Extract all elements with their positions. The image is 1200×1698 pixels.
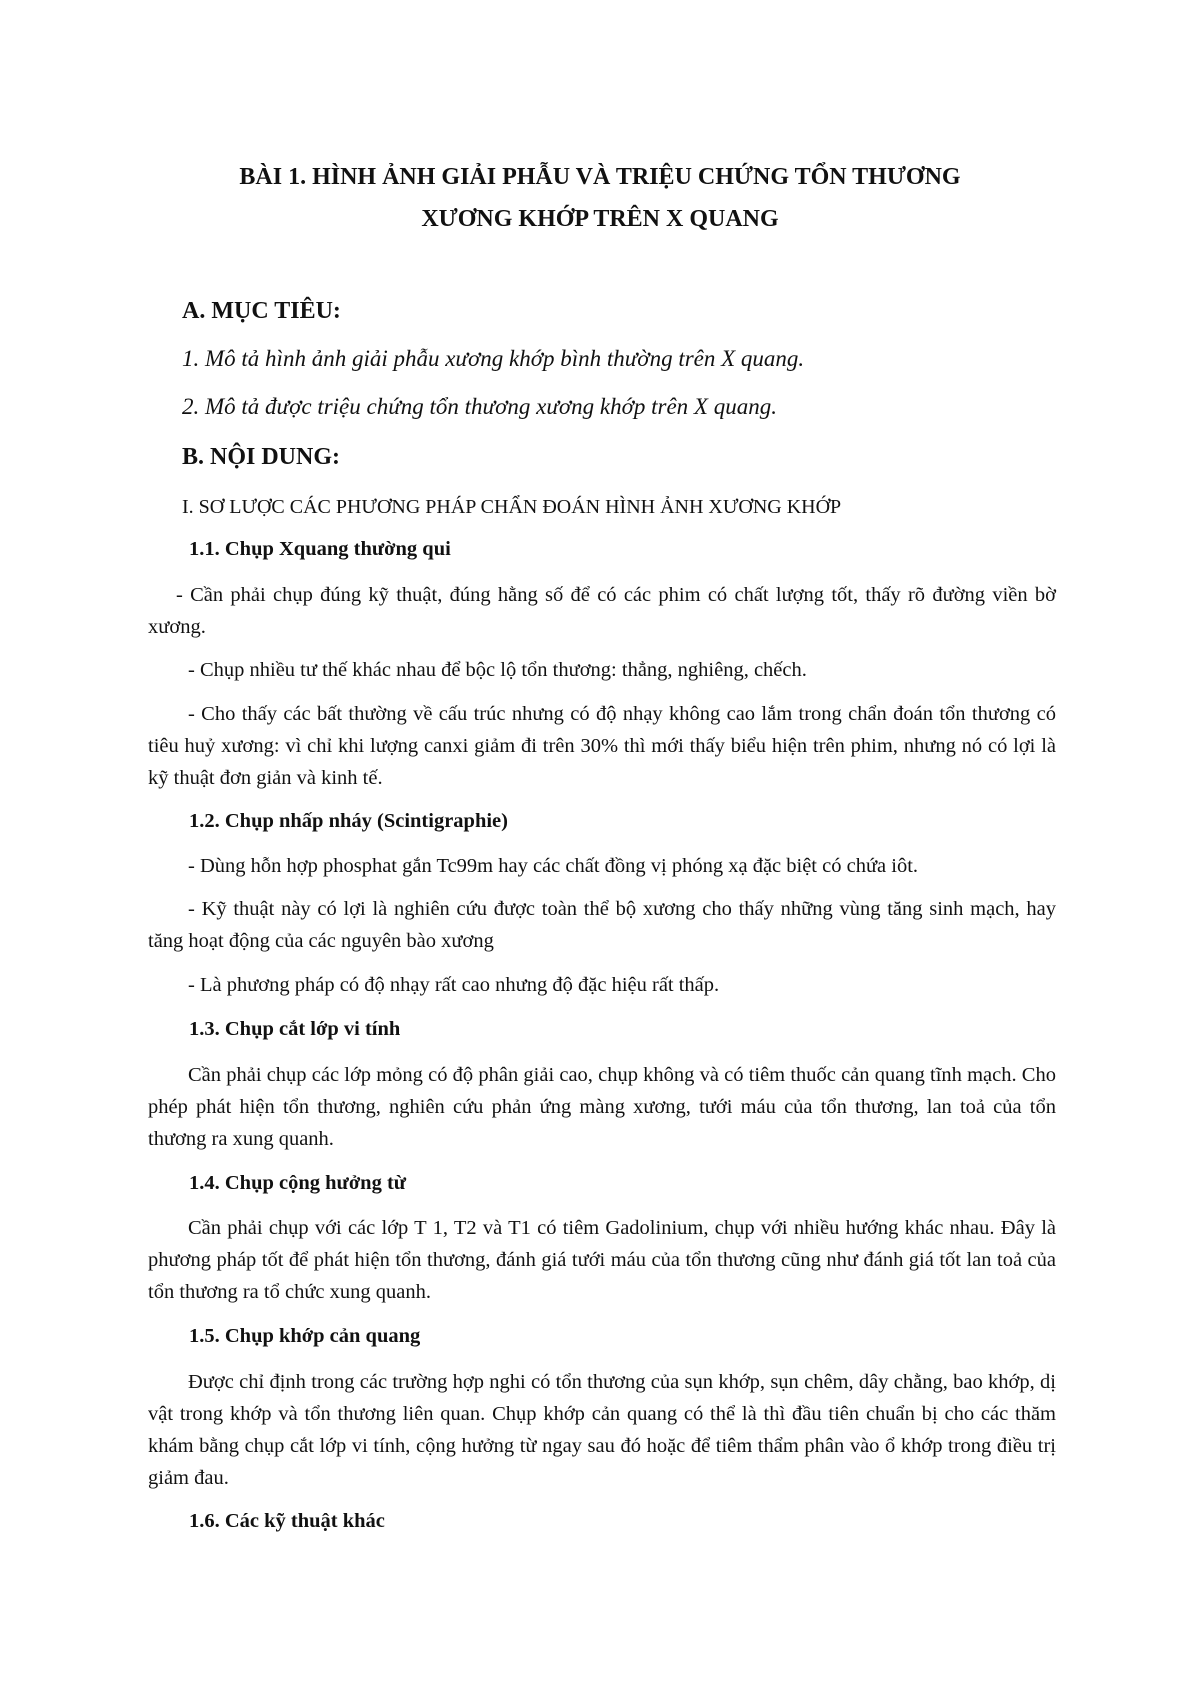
section-b-heading: B. NỘI DUNG: <box>182 444 341 470</box>
title-line-2: XƯƠNG KHỚP TRÊN X QUANG <box>421 206 779 232</box>
subsection-1-4-heading: 1.4. Chụp cộng hưởng từ <box>189 1172 407 1194</box>
paragraph: - Dùng hỗn hợp phosphat gắn Tc99m hay các chất đồng vị phóng xạ đặc biệt có chứa iôt. <box>188 855 919 877</box>
paragraph: - Cần phải chụp đúng kỹ thuật, đúng hằng số để có các phim có chất lượng tốt, thấy rõ đường viền bờ xương. <box>148 584 1056 638</box>
paragraph: Được chỉ định trong các trường hợp nghi có tổn thương của sụn khớp, sụn chêm, dây chằng, bao khớp, dị vật trong khớp và tổn thương liên quan. Chụp khớp cản quang có thể là thì đầu tiên chuẩn bị cho các thăm khám bằng chụp cắt lớp vi tính, cộng hưởng từ ngay sau đó hoặc để tiêm thẩm phân vào ổ khớp trong điều trị giảm đau. <box>148 1371 1056 1489</box>
objective-1: 1. Mô tả hình ảnh giải phẫu xương khớp bình thường trên X quang. <box>182 346 805 371</box>
objective-2: 2. Mô tả được triệu chứng tổn thương xương khớp trên X quang. <box>182 394 777 419</box>
part-1-title: I. SƠ LƯỢC CÁC PHƯƠNG PHÁP CHẨN ĐOÁN HÌNH ẢNH XƯƠNG KHỚP <box>182 496 842 518</box>
paragraph: Cần phải chụp các lớp mỏng có độ phân giải cao, chụp không và có tiêm thuốc cản quang tĩnh mạch. Cho phép phát hiện tổn thương, nghiên cứu phản ứng màng xương, tưới máu của tổn thương, lan toả của tổn thương ra xung quanh. <box>148 1064 1056 1150</box>
paragraph: - Chụp nhiều tư thế khác nhau để bộc lộ tổn thương: thẳng, nghiêng, chếch. <box>188 659 807 681</box>
paragraph: - Kỹ thuật này có lợi là nghiên cứu được toàn thể bộ xương cho thấy những vùng tăng sinh mạch, hay tăng hoạt động của các nguyên bào xương <box>148 898 1056 952</box>
subsection-1-1-heading: 1.1. Chụp Xquang thường qui <box>189 538 451 560</box>
subsection-1-5-heading: 1.5. Chụp khớp cản quang <box>189 1325 421 1347</box>
section-a-heading: A. MỤC TIÊU: <box>182 298 341 324</box>
title-line-1: BÀI 1. HÌNH ẢNH GIẢI PHẪU VÀ TRIỆU CHỨNG TỔN THƯƠNG <box>239 164 961 190</box>
paragraph: Cần phải chụp với các lớp T 1, T2 và T1 có tiêm Gadolinium, chụp với nhiều hướng khác nhau. Đây là phương pháp tốt để phát hiện tổn thương, đánh giá tưới máu của tổn thương cũng như đánh giá tốt lan toả của tổn thương ra tổ chức xung quanh. <box>148 1217 1056 1303</box>
paragraph: - Là phương pháp có độ nhạy rất cao nhưng độ đặc hiệu rất thấp. <box>188 974 720 996</box>
document-title <box>150 156 1050 240</box>
subsection-1-2-heading: 1.2. Chụp nhấp nháy (Scintigraphie) <box>189 810 508 832</box>
subsection-1-6-heading: 1.6. Các kỹ thuật khác <box>189 1510 385 1532</box>
subsection-1-3-heading: 1.3. Chụp cắt lớp vi tính <box>189 1018 401 1040</box>
paragraph: - Cho thấy các bất thường về cấu trúc nhưng có độ nhạy không cao lắm trong chẩn đoán tổn thương có tiêu huỷ xương: vì chỉ khi lượng canxi giảm đi trên 30% thì mới thấy biểu hiện trên phim, nhưng nó có lợi là kỹ thuật đơn giản và kinh tế. <box>148 703 1056 789</box>
